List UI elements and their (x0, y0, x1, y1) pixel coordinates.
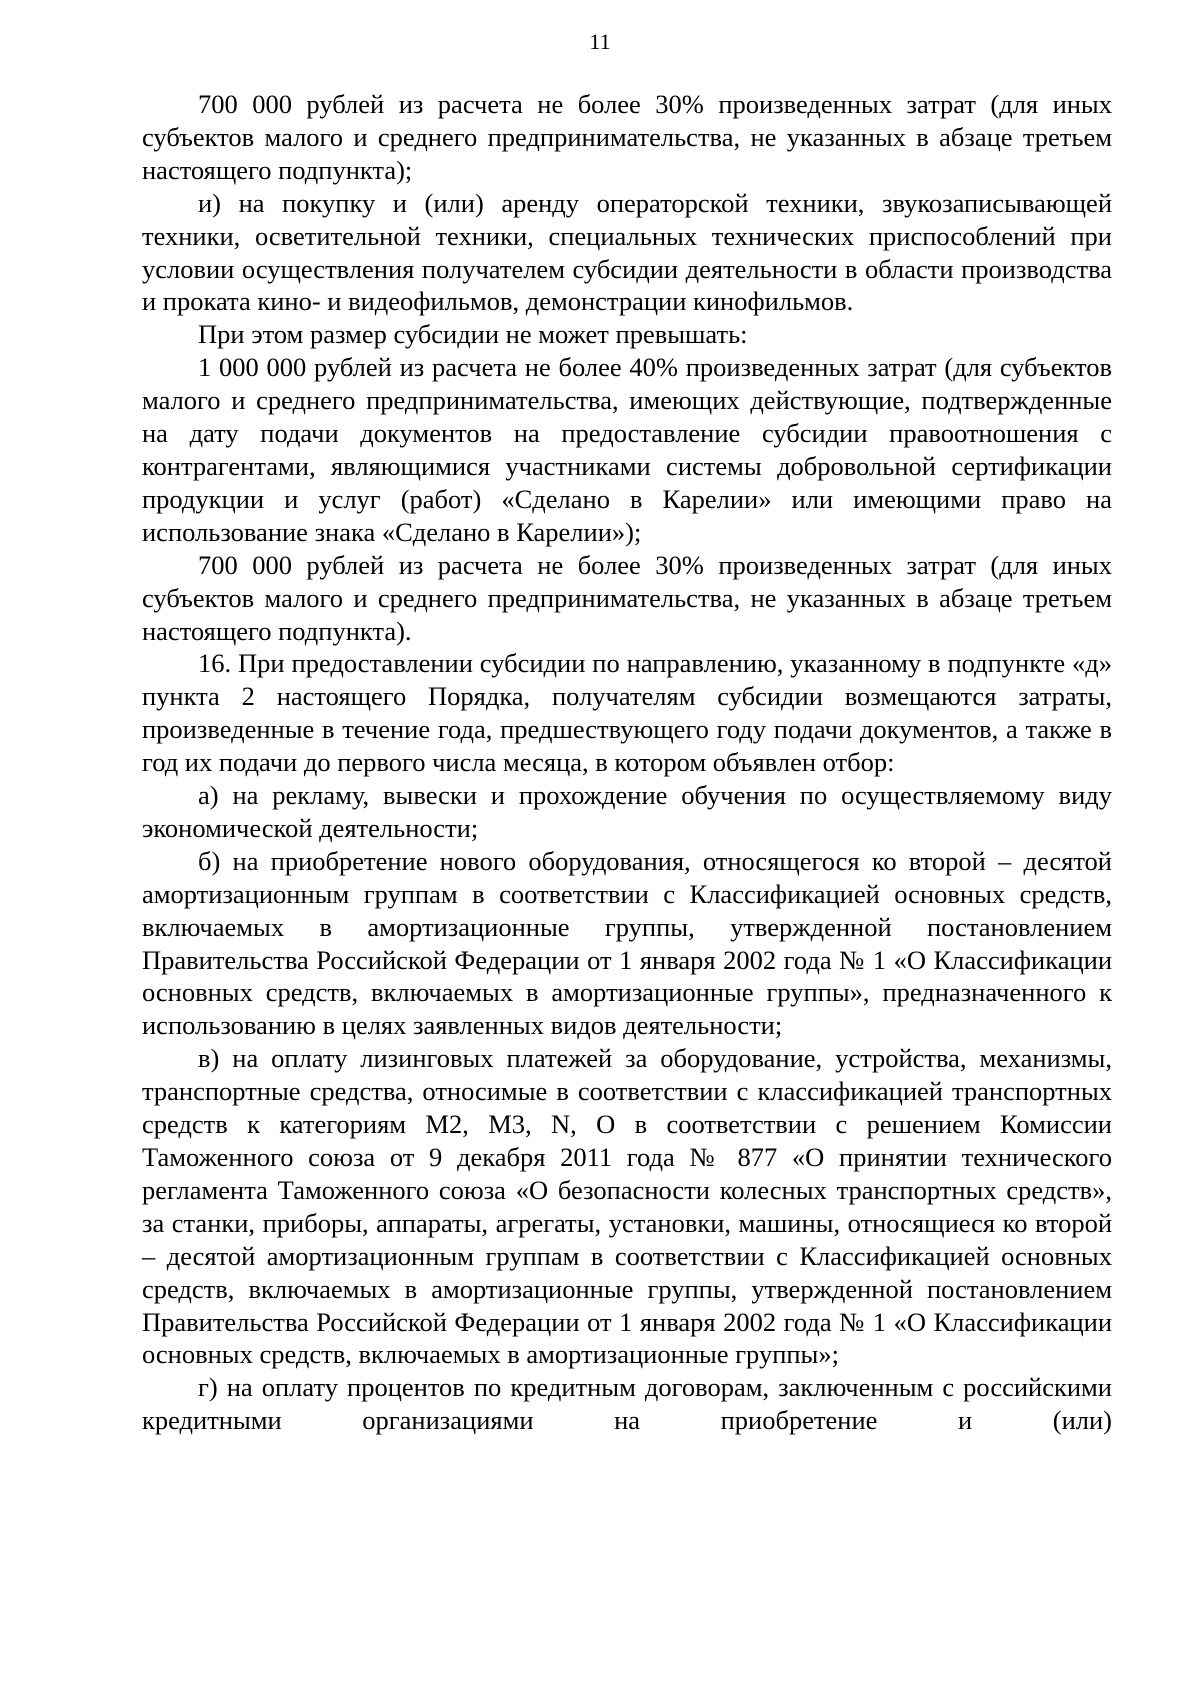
paragraph-item-b-new-equipment: б) на приобретение нового оборудования, относящегося ко второй – десятой амортизационным группам в соответствии с Классификацией основных средств, включаемых в амортизационные группы, утвержденной постановлением Правительства Российской Федерации от 1 января 2002 года № 1 «О Классификации основных средств, включаемых в амортизационные группы», предназначенного к использованию в целях заявленных видов деятельности; (142, 845, 1112, 1041)
paragraph-item-i-equipment: и) на покупку и (или) аренду операторской техники, звукозаписывающей техники, осветительной техники, специальных технических приспособлений при условии осуществления получателем субсидии деятельности в области производства и проката кино- и видеофильмов, демонстрации кинофильмов. (142, 187, 1112, 317)
paragraph-item-v-leasing: в) на оплату лизинговых платежей за оборудование, устройства, механизмы, транспортные средства, относимые в соответствии с классификацией транспортных средств к категориям М2, М3, N, О в соответствии с решением Комиссии Таможенного союза от 9 декабря 2011 года № 877 «О принятии технического регламента Таможенного союза «О безопасности колесных транспортных средств», за станки, приборы, аппараты, агрегаты, установки, машины, относящиеся ко второй – десятой амортизационным группам в соответствии с Классификацией основных средств, включаемых в амортизационные группы, утвержденной постановлением Правительства Российской Федерации от 1 января 2002 года № 1 «О Классификации основных средств, включаемых в амортизационные группы»; (142, 1043, 1112, 1370)
paragraph-subsidy-700000-second: 700 000 рублей из расчета не более 30% произведенных затрат (для иных субъектов малого и среднего предпринимательства, не указанных в абзаце третьем настоящего подпункта). (142, 549, 1112, 646)
paragraph-subsidy-700000-first: 700 000 рублей из расчета не более 30% произведенных затрат (для иных субъектов малого и среднего предпринимательства, не указанных в абзаце третьем настоящего подпункта); (142, 89, 1112, 185)
paragraph-item-a-advertising: а) на рекламу, вывески и прохождение обучения по осуществляемому виду экономической деятельности; (142, 780, 1112, 843)
paragraph-subsidy-limit-intro: При этом размер субсидии не может превышать: (198, 319, 748, 350)
paragraph-subsidy-1000000: 1 000 000 рублей из расчета не более 40% произведенных затрат (для субъектов малого и среднего предпринимательства, имеющих действующие, подтвержденные на дату подачи документов на предоставление субсидии правоотношения с контрагентами, являющимися участниками системы добровольной сертификации продукции и услуг (работ) «Сделано в Карелии» или имеющими право на использование знака «Сделано в Карелии»); (142, 352, 1112, 547)
document-body (142, 88, 1112, 1437)
paragraph-point-16: 16. При предоставлении субсидии по направлению, указанному в подпункте «д» пункта 2 настоящего Порядка, получателям субсидии возмещаются затраты, произведенные в течение года, предшествующего году подачи документов, а также в год их подачи до первого числа месяца, в котором объявлен отбор: (142, 648, 1112, 778)
paragraph-item-g-loan-interest: г) на оплату процентов по кредитным договорам, заключенным с российскими кредитными организациями на приобретение и (или) (142, 1372, 1112, 1436)
page-number: 11 (589, 29, 611, 54)
